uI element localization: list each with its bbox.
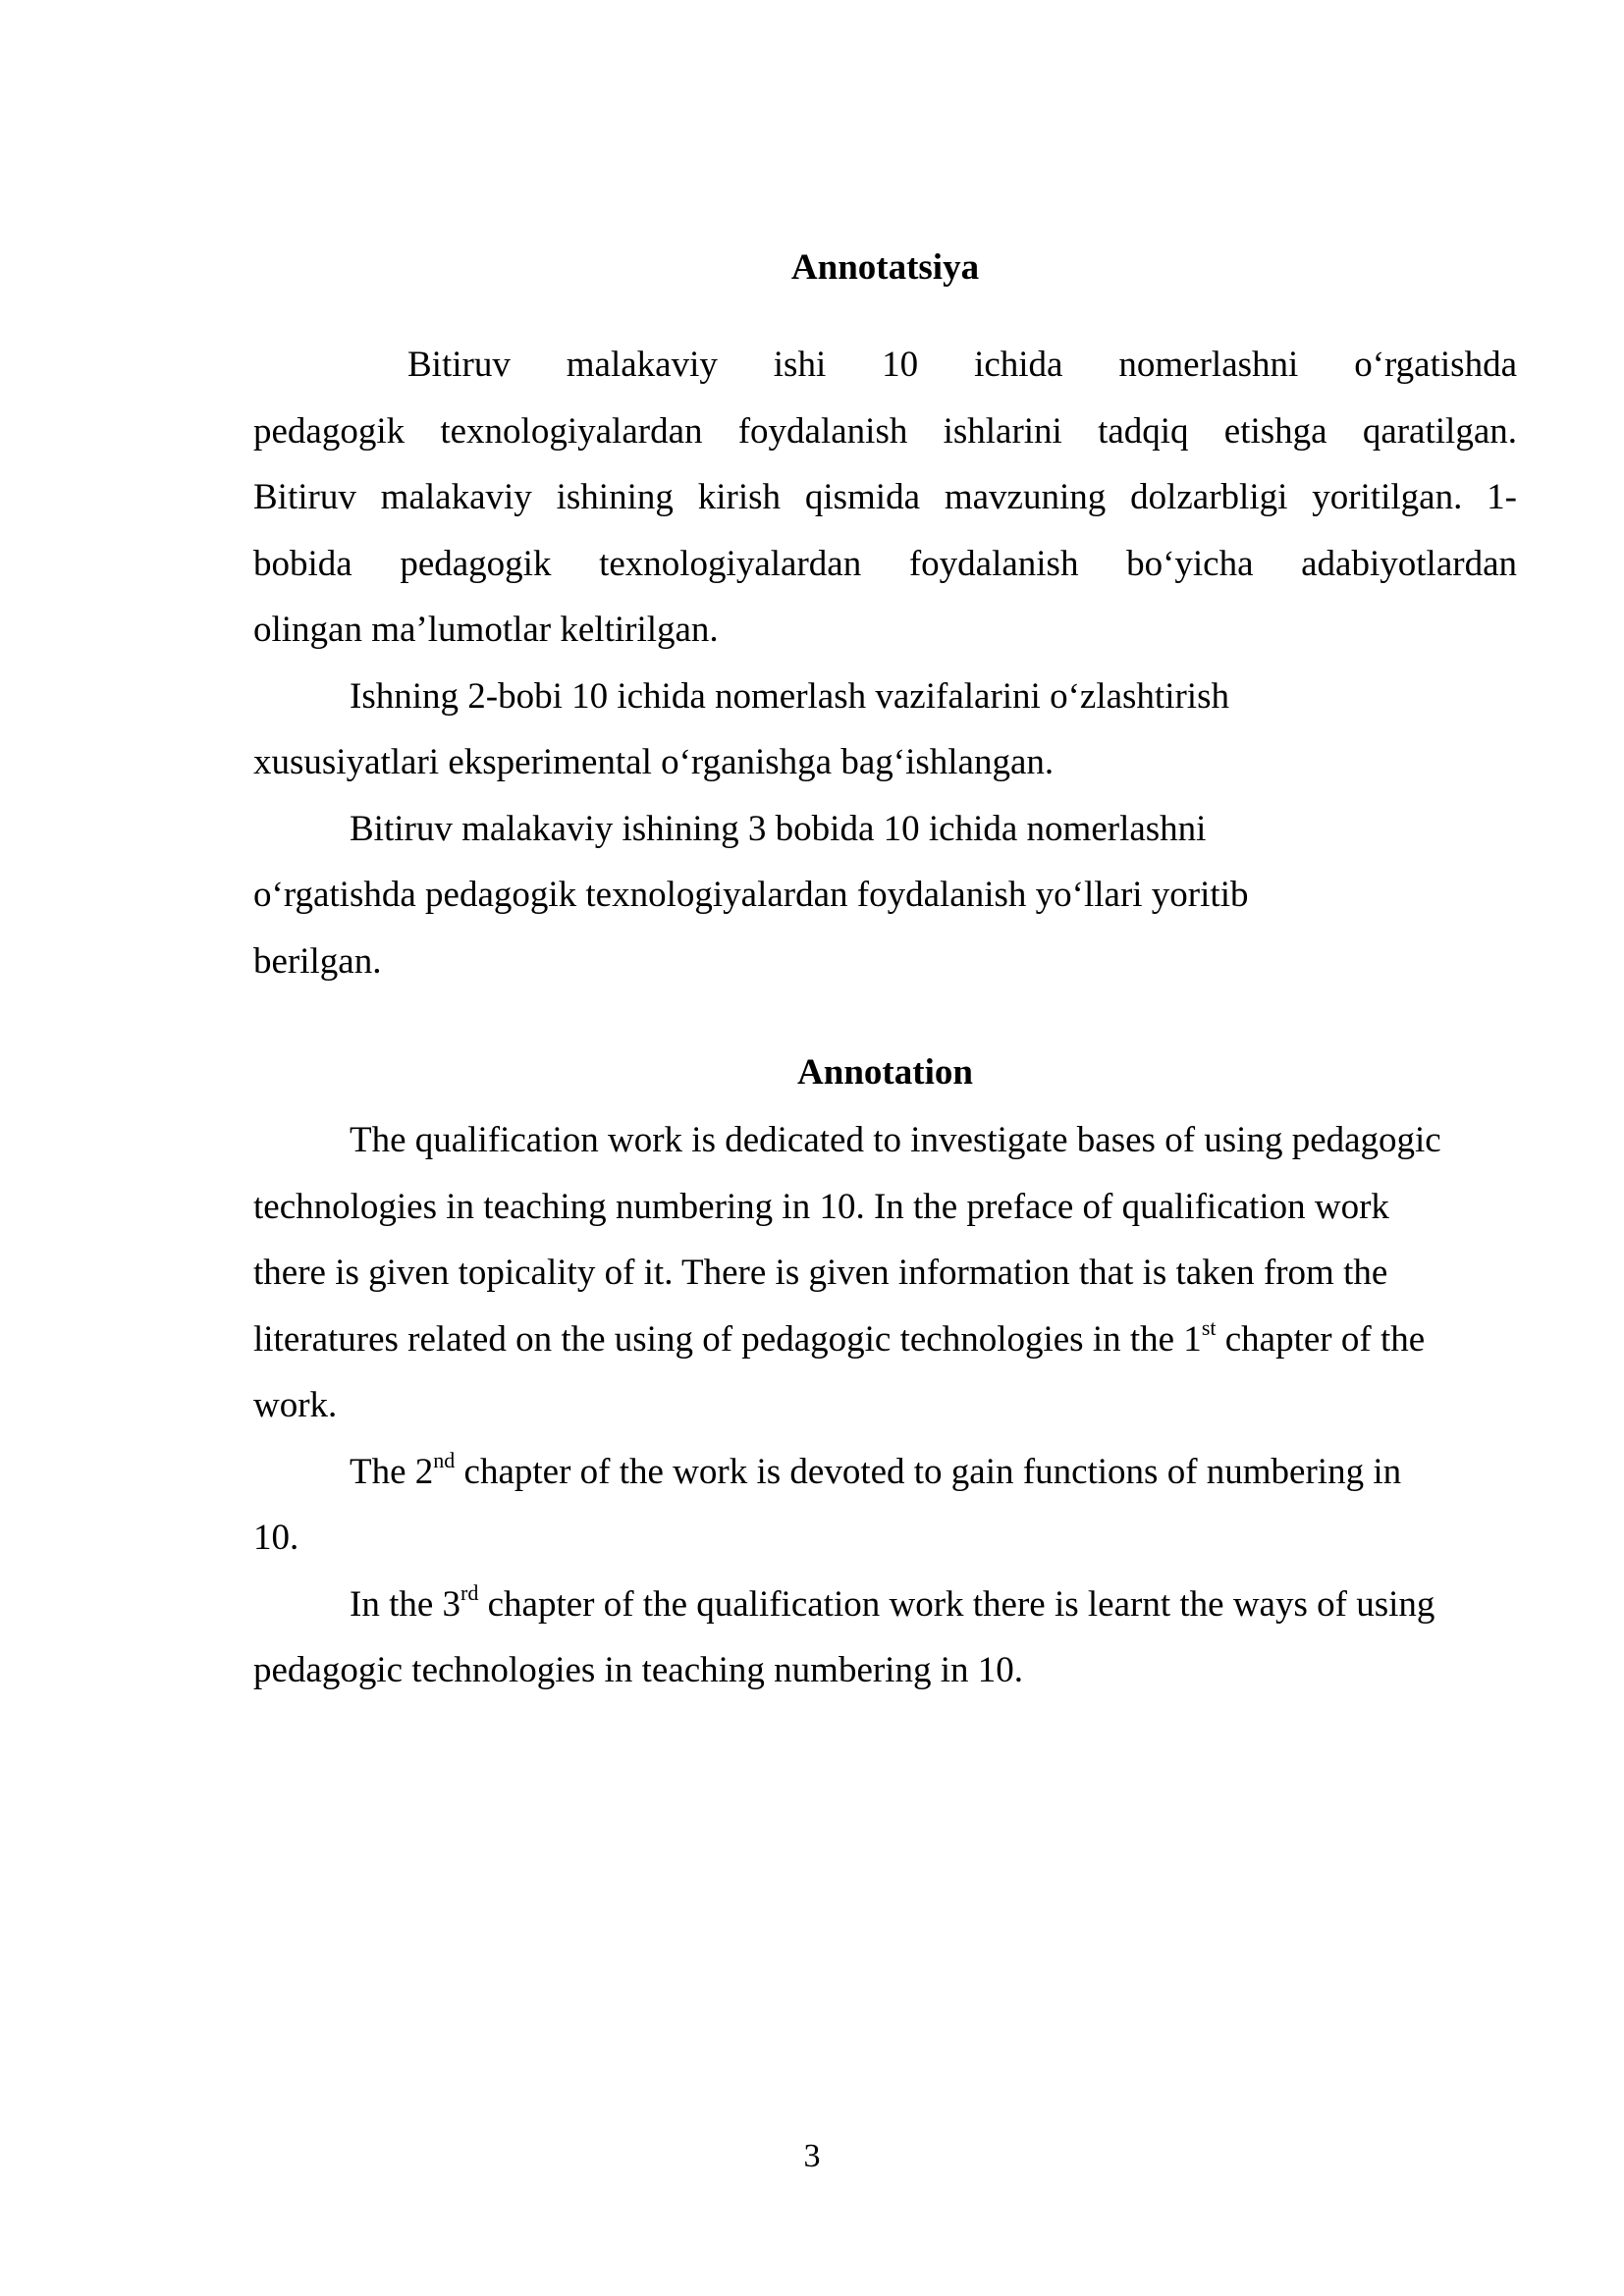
text-line: The qualification work is dedicated to investigate bases of using pedagogic [350,1120,1441,1160]
uzbek-paragraph-2 [253,664,1517,796]
text-line: 10. [253,1518,299,1558]
uzbek-paragraph-1 [253,332,1517,664]
text-line: pedagogic technologies in teaching numbering in 10. [253,1650,1023,1690]
uzbek-paragraph-3 [253,796,1517,995]
text-line: bobida pedagogik texnologiyalardan foydalanish bo‘yicha adabiyotlardan [253,543,1517,584]
text-line: pedagogik texnologiyalardan foydalanish ishlarini tadqiq etishga qaratilgan. [253,410,1517,452]
text-line: technologies in teaching numbering in 10. In the preface of qualification work [253,1186,1389,1227]
text-line: Bitiruv malakaviy ishining kirish qismida mavzuning dolzarbligi yoritilgan. 1- [253,477,1517,517]
english-paragraph-2 [253,1439,1517,1572]
english-paragraph-3 [253,1572,1517,1704]
ordinal-suffix: st [1201,1315,1217,1341]
text-line [253,1307,1517,1373]
english-paragraph-1 [253,1107,1517,1439]
text-line: Bitiruv malakaviy ishi 10 ichida nomerlashni o‘rgatishda [407,345,1517,385]
text-line: berilgan. [253,940,382,982]
ordinal-suffix: rd [460,1580,479,1606]
text-fragment: chapter of the qualification work there is learnt the ways of using [478,1583,1435,1625]
text-fragment: literatures related on the using of pedagogic technologies in the 1 [253,1318,1202,1360]
text-fragment: chapter of the work is devoted to gain functions of numbering in [455,1451,1402,1492]
text-line: work. [253,1385,338,1425]
text-line [253,1439,1517,1506]
uzbek-heading: Annotatsiya [790,247,980,288]
text-line: xususiyatlari eksperimental o‘rganishga bag‘ishlangan. [253,742,1055,782]
text-fragment: In the 3 [350,1583,461,1625]
text-line: Ishning 2-bobi 10 ichida nomerlash vazifalarini o‘zlashtirish [350,675,1229,717]
english-abstract [253,1107,1517,1704]
text-fragment: chapter of the [1216,1318,1426,1360]
text-line: Bitiruv malakaviy ishining 3 bobida 10 ichida nomerlashni [350,808,1207,849]
ordinal-suffix: nd [433,1448,456,1473]
text-line [253,1572,1517,1638]
english-heading: Annotation [797,1052,973,1093]
text-fragment: The 2 [350,1451,434,1492]
uzbek-abstract [253,332,1517,994]
text-line: olingan ma’lumotlar keltirilgan. [253,610,719,650]
page-number: 3 [803,2138,821,2174]
text-line: o‘rgatishda pedagogik texnologiyalardan foydalanish yo‘llari yoritib [253,875,1249,915]
text-line: there is given topicality of it. There is given information that is taken from the [253,1253,1388,1293]
